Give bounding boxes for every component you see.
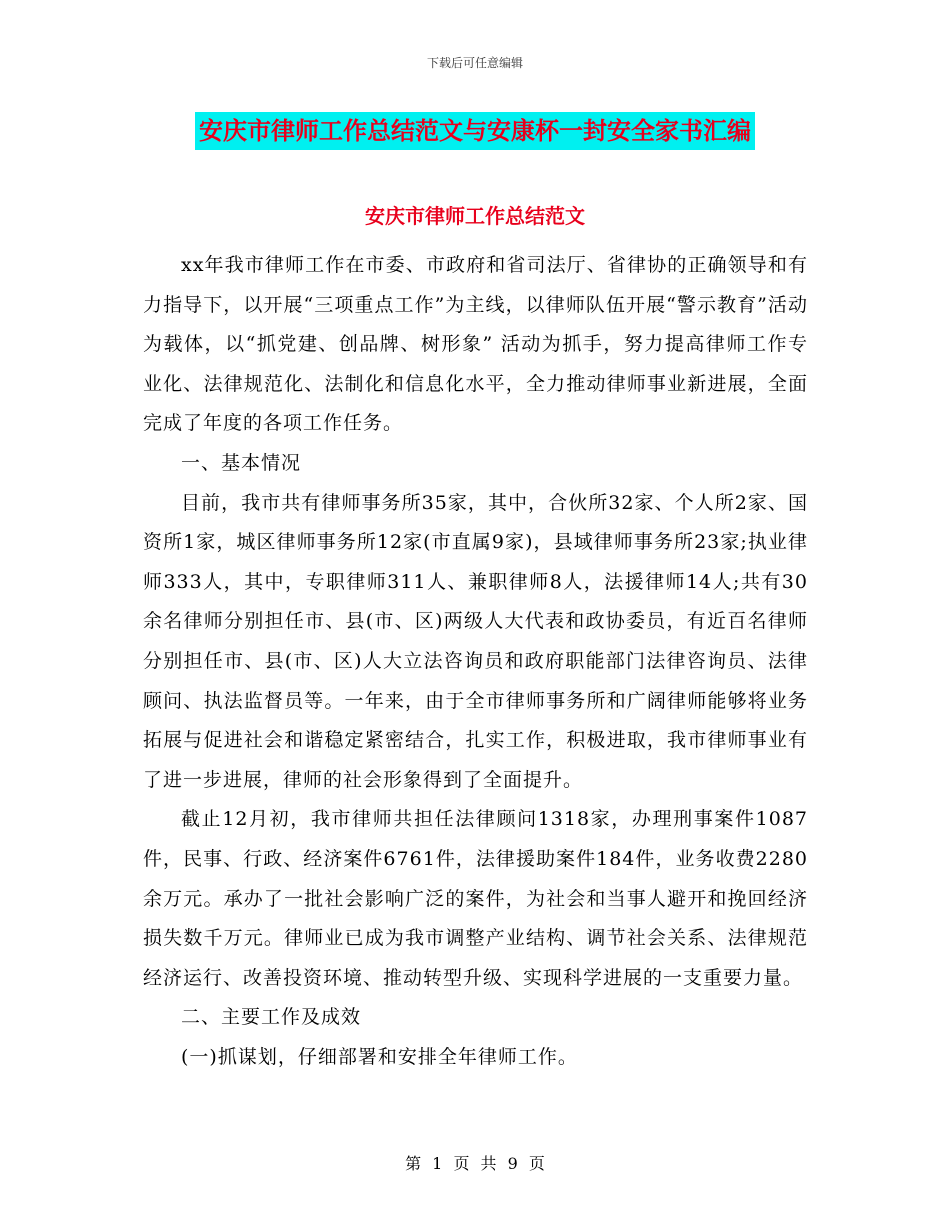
document-body bbox=[143, 246, 808, 1077]
main-title-container bbox=[0, 112, 950, 150]
heading-main-work: 二、主要工作及成效 bbox=[181, 1006, 362, 1029]
paragraph-planning: (一)抓谋划，仔细部署和安排全年律师工作。 bbox=[181, 1045, 578, 1068]
main-title: 安庆市律师工作总结范文与安康杯一封安全家书汇编 bbox=[195, 112, 755, 150]
paragraph-current-status: 目前，我市共有律师事务所35家，其中，合伙所32家、个人所2家、国资所1家，城区律师事务所12家(市直属9家)，县域律师事务所23家;执业律师333人，其中，专职律师311人、兼职律师8人，法援律师14人;共有30余名律师分别担任市、县(市、区)两级人大代表和政协委员，有近百名律师分别担任市、县(市、区)人大立法咨询员和政府职能部门法律咨询员、法律顾问、执法监督员等。一年来，由于全市律师事务所和广阔律师能够将业务拓展与促进社会和谐稳定紧密结合，扎实工作，积极进取，我市律师事业有了进一步进展，律师的社会形象得到了全面提升。 bbox=[143, 491, 808, 791]
section-title: 安庆市律师工作总结范文 bbox=[365, 204, 585, 228]
header-note: 下载后可任意编辑 bbox=[426, 56, 523, 70]
paragraph-intro: xx年我市律师工作在市委、市政府和省司法厅、省律协的正确领导和有力指导下，以开展“三项重点工作”为主线，以律师队伍开展“警示教育”活动为载体，以“抓党建、创品牌、树形象” 活动为抓手，努力提高律师工作专业化、法律规范化、法制化和信息化水平，全力推动律师事业新进展，全面完成了年度的各项工作任务。 bbox=[143, 254, 808, 435]
page-number: 第 1 页 共 9 页 bbox=[405, 1154, 545, 1173]
paragraph-statistics: 截止12月初，我市律师共担任法律顾问1318家，办理刑事案件1087件，民事、行政、经济案件6761件，法律援助案件184件，业务收费2280余万元。承办了一批社会影响广泛的案件，为社会和当事人避开和挽回经济损失数千万元。律师业已成为我市调整产业结构、调节社会关系、法律规范经济运行、改善投资环境、推动转型升级、实现科学进展的一支重要力量。 bbox=[143, 808, 808, 989]
heading-basic-situation: 一、基本情况 bbox=[181, 451, 302, 474]
